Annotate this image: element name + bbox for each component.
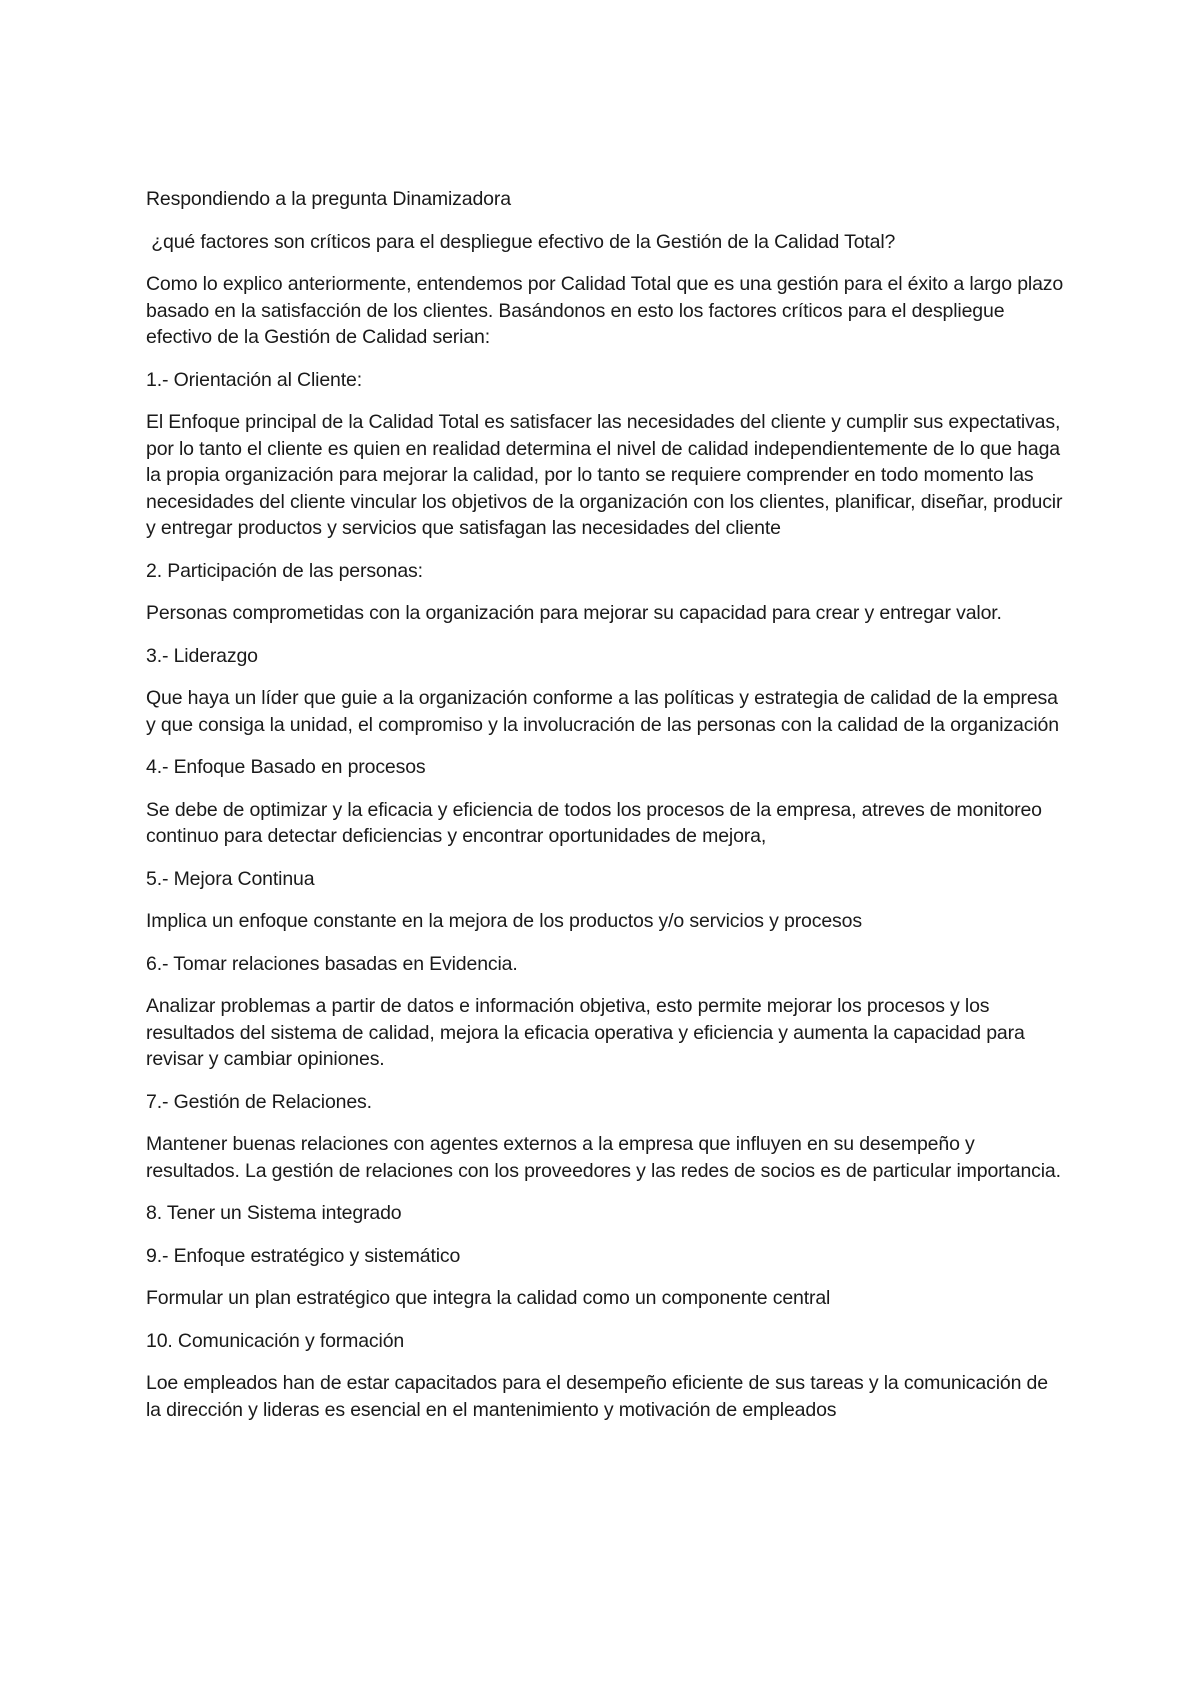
factor-3-heading: 3.- Liderazgo (146, 644, 258, 667)
guiding-question: ¿qué factores son críticos para el despliegue efectivo de la Gestión de la Calidad Total? (146, 230, 896, 253)
factor-5-body: Implica un enfoque constante en la mejora de los productos y/o servicios y procesos (146, 910, 862, 932)
factor-7-heading: 7.- Gestión de Relaciones. (146, 1090, 372, 1113)
intro-paragraph: Como lo explico anteriormente, entendemos por Calidad Total que es una gestión para el éxito a largo plazo basado en la satisfacción de los clientes. Basándonos en esto los factores críticos para el despliegue efectivo de la Gestión de Calidad serian: (146, 273, 1064, 348)
factor-5-heading: 5.- Mejora Continua (146, 867, 315, 890)
factor-4-body: Se debe de optimizar y la eficacia y eficiencia de todos los procesos de la empresa, atreves de monitoreo continuo para detectar deficiencias y encontrar oportunidades de mejora, (146, 798, 1042, 847)
factor-6-heading: 6.- Tomar relaciones basadas en Evidencia. (146, 952, 518, 975)
factor-1-body: El Enfoque principal de la Calidad Total es satisfacer las necesidades del cliente y cumplir sus expectativas, por lo tanto el cliente es quien en realidad determina el nivel de calidad independientemente de lo que haga la propia organización para mejorar la calidad, por lo tanto se requiere comprender en todo momento las necesidades del cliente vincular los objetivos de la organización con los clientes, planificar, diseñar, producir y entregar productos y servicios que satisfagan las necesidades del cliente (146, 411, 1063, 539)
factor-6-body: Analizar problemas a partir de datos e información objetiva, esto permite mejorar los procesos y los resultados del sistema de calidad, mejora la eficacia operativa y eficiencia y aumenta la capacidad para revisar y cambiar opiniones. (146, 995, 1025, 1070)
factor-2-body: Personas comprometidas con la organización para mejorar su capacidad para crear y entregar valor. (146, 602, 1002, 624)
factor-2-heading: 2. Participación de las personas: (146, 559, 423, 582)
factor-10-heading: 10. Comunicación y formación (146, 1329, 405, 1352)
factor-9-body: Formular un plan estratégico que integra la calidad como un componente central (146, 1287, 831, 1309)
document-page (146, 186, 1066, 1439)
factor-9-heading: 9.- Enfoque estratégico y sistemático (146, 1244, 461, 1267)
factor-1-heading: 1.- Orientación al Cliente: (146, 368, 362, 391)
factor-3-body: Que haya un líder que guie a la organización conforme a las políticas y estrategia de calidad de la empresa y que consiga la unidad, el compromiso y la involucración de las personas con la calidad de la organización (146, 687, 1059, 736)
factor-4-heading: 4.- Enfoque Basado en procesos (146, 756, 426, 778)
factor-8-heading: 8. Tener un Sistema integrado (146, 1202, 402, 1224)
factor-7-body: Mantener buenas relaciones con agentes externos a la empresa que influyen en su desempeño y resultados. La gestión de relaciones con los proveedores y las redes de socios es de particular importancia. (146, 1133, 1061, 1182)
document-title: Respondiendo a la pregunta Dinamizadora (146, 188, 511, 210)
factor-10-body: Loe empleados han de estar capacitados para el desempeño eficiente de sus tareas y la comunicación de la dirección y lideras es esencial en el mantenimiento y motivación de empleados (146, 1372, 1048, 1421)
